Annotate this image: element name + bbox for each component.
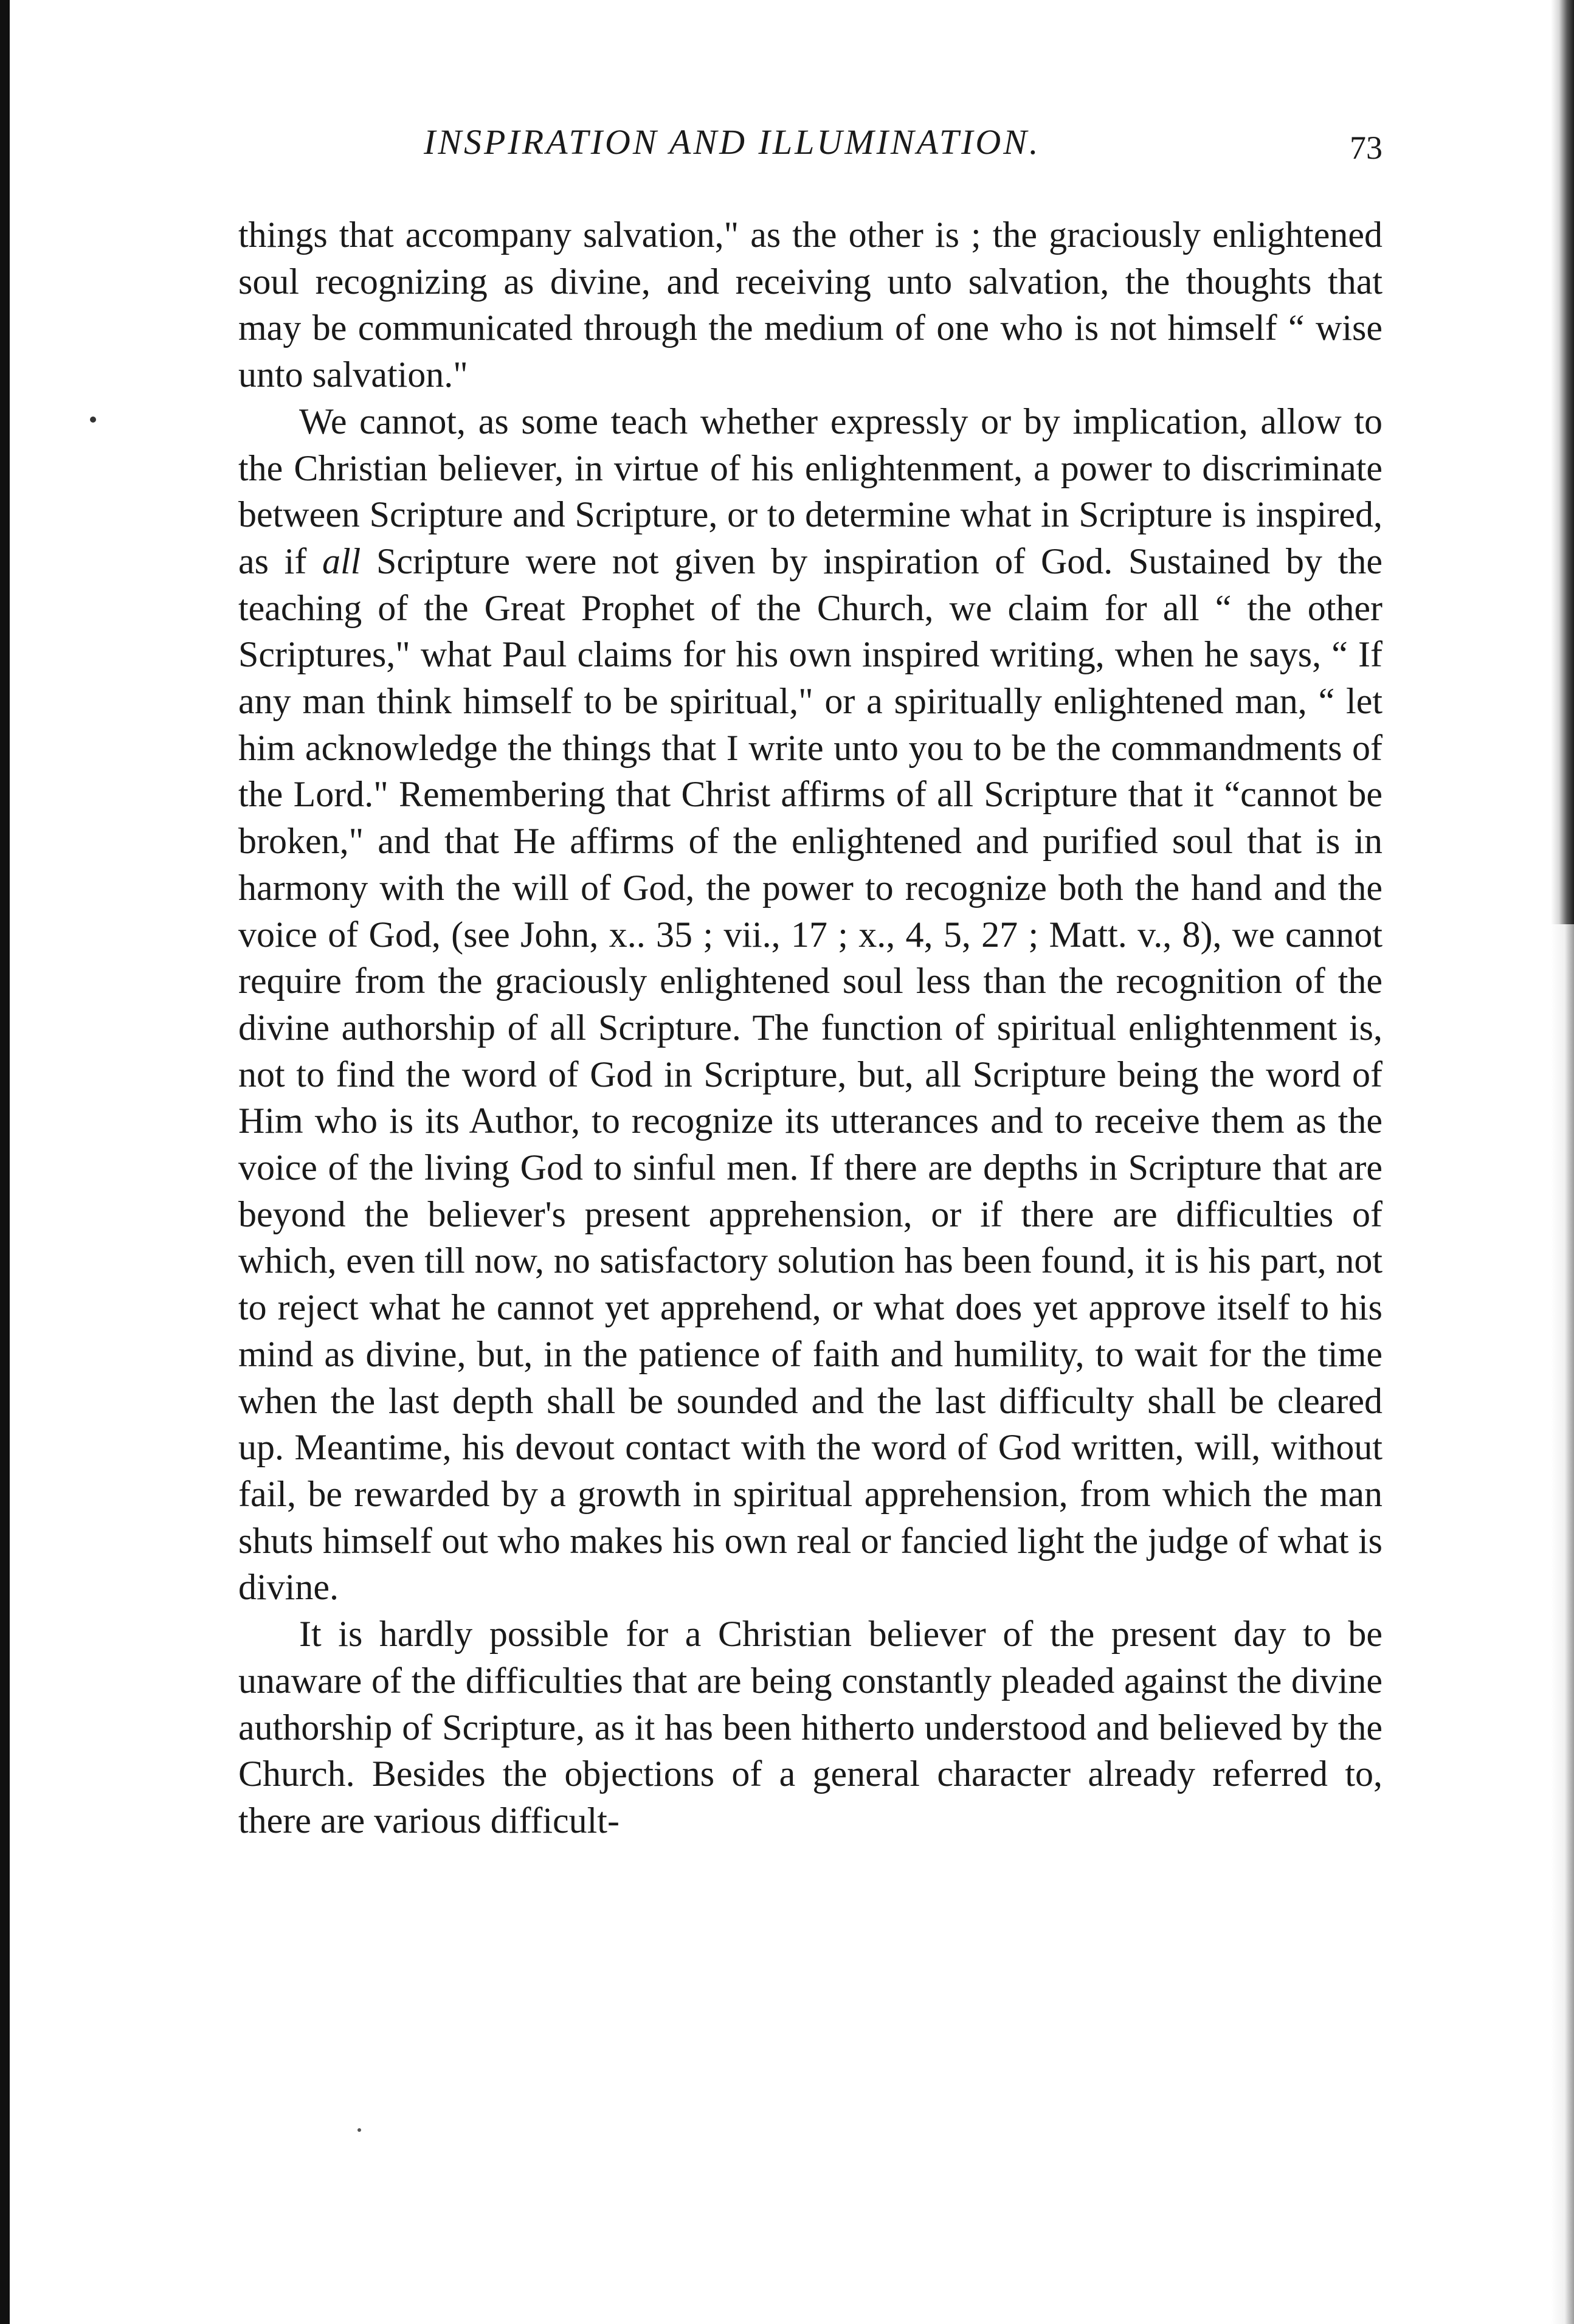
paragraph-text: Scripture were not given by inspiration of God. Sustained by the teaching of the Great Prophet of the Church, we claim for all “ the other Scriptures," what Paul claims for his own inspired writing, when he says, “ If any man think himself to be spiritual," or a spiritually enlightened man, “ let him acknowledge the things that I write unto you to be the commandments of the Lord." Remembering that Christ affirms of all Scripture that it “cannot be broken," and that He affirms of the enlightened and purified soul that is in harmony with the will of God, the power to recognize both the hand and the voice of God, (see John, x.. 35 ; vii., 17 ; x., 4, 5, 27 ; Matt. v., 8), we cannot require from the graciously enlightened soul less than the recognition of the divine authorship of all Scripture. The function of spiritual enlightenment is, not to find the word of God in Scripture, but, all Scripture being the word of Him who is its Author, to recognize its utterances and to receive them as the voice of the living God to sinful men. If there are depths in Scripture that are beyond the believer's present apprehension, or if there are difficulties of which, even till now, no satisfactory solution has been found, it is his part, not to reject what he cannot yet apprehend, or what does yet approve itself to his mind as divine, but, in the patience of faith and humility, to wait for the time when the last depth shall be sounded and the last difficulty shall be cleared up. Meantime, his devout contact with the word of God written, will, without fail, be rewarded by a growth in spiritual apprehension, from which the man shuts himself out who makes his own real or fancied light the judge of what is divine.: [238, 541, 1382, 1608]
page-number: 73: [1350, 130, 1382, 166]
margin-mark: [90, 417, 96, 423]
emphasis: all: [322, 541, 361, 581]
paragraph-text: We cannot, as some teach whether expressly or by implication, allow to the Christian believer, in virtue of his enlightenment, a power to discriminate between Scripture and Scripture, or to determine what in Scripture is inspired, as if: [238, 401, 1382, 581]
scan-left-edge: [0, 0, 10, 2324]
paragraph: It is hardly possible for a Christian believer of the present day to be unaware of the difficulties that are being constantly pleaded against the divine authorship of Scripture, as it has been hitherto understood and believed by the Church. Besides the objections of a general character already referred to, there are various difficult-: [238, 1614, 1382, 1841]
scan-right-edge-lower: [1551, 924, 1574, 2324]
page-header: [238, 122, 1382, 170]
print-speck: [357, 2128, 361, 2132]
running-head: INSPIRATION AND ILLUMINATION.: [424, 122, 1041, 162]
paragraph-continuation: things that accompany salvation," as the other is ; the graciously enlightened soul recognizing as divine, and receiving unto salvation, the thoughts that may be communicated through the medium of one who is not himself “ wise unto salvation.": [238, 215, 1382, 395]
paragraph: [238, 398, 1382, 1611]
body-text: [238, 212, 1382, 1844]
